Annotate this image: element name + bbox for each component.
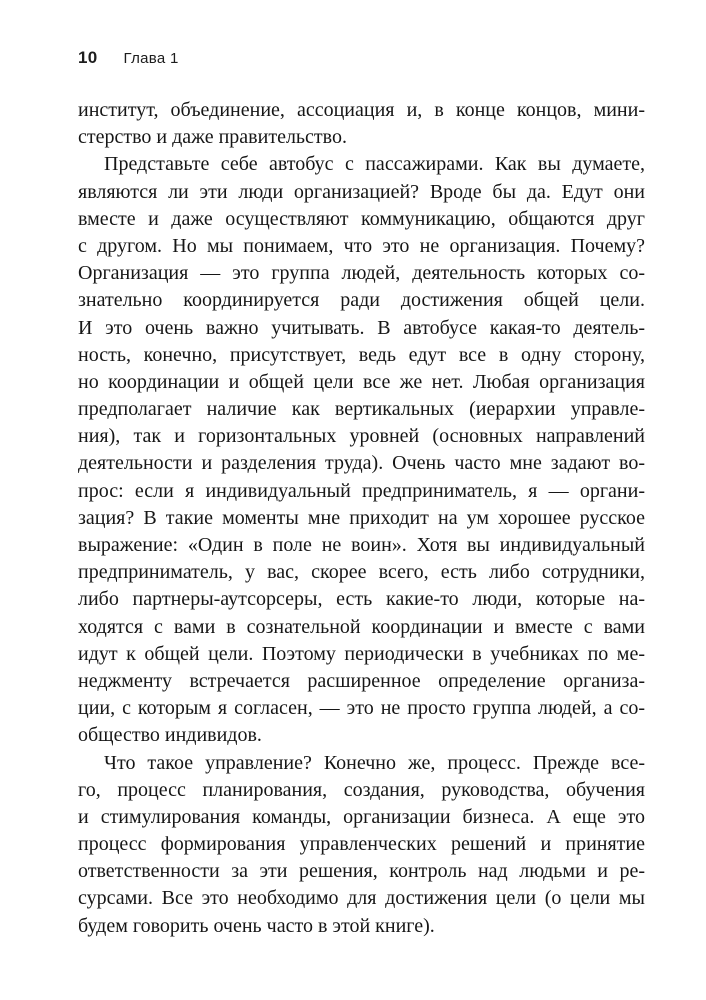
text-line-content: ходятся с вами в сознательной координации и вместе с вами	[78, 615, 645, 638]
text-line	[78, 641, 645, 668]
text-line-content: с другом. Но мы понимаем, что это не организация. Почему?	[78, 234, 645, 257]
paragraph	[78, 750, 645, 940]
text-line-content: неджменту встречается расширенное определение организа-	[78, 669, 645, 692]
text-line	[78, 396, 645, 423]
text-line-content: и стимулирования команды, организации бизнеса. А еще это	[78, 805, 645, 828]
text-line-content: либо партнеры-аутсорсеры, есть какие-то люди, которые на-	[78, 588, 645, 611]
text-line-content: выражение: «Один в поле не воин». Хотя вы индивидуальный	[78, 534, 645, 556]
text-line	[78, 559, 645, 586]
text-line-content: являются ли эти люди организацией? Вроде бы да. Едут они	[78, 180, 645, 203]
text-line	[78, 831, 645, 858]
text-line-content: стерство и даже правительство.	[78, 126, 347, 149]
text-line-content: предполагает наличие как вертикальных (иерархии управле-	[78, 398, 645, 421]
text-line-content: идут к общей цели. Поэтому периодически в учебниках по ме-	[78, 642, 645, 665]
text-line	[78, 777, 645, 804]
text-line-content: ния), так и горизонтальных уровней (основных направлений	[78, 425, 645, 448]
text-line	[78, 586, 645, 613]
chapter-title: Глава 1	[123, 50, 179, 67]
text-line	[78, 478, 645, 505]
text-line	[78, 804, 645, 831]
text-line-content: сурсами. Все это необходимо для достижения цели (о цели мы	[78, 887, 645, 910]
text-line	[78, 695, 645, 722]
text-line-content: вместе и даже осуществляют коммуникацию, общаются друг	[78, 207, 645, 230]
text-line	[78, 369, 645, 396]
text-line	[78, 315, 645, 342]
text-line	[78, 668, 645, 695]
paragraph	[78, 151, 645, 749]
text-line-content: общество индивидов.	[78, 724, 262, 747]
running-header	[78, 48, 179, 68]
text-line-content: институт, объединение, ассоциация и, в конце концов, мини-	[78, 99, 645, 121]
text-line-content: Представьте себе автобус с пассажирами. Как вы думаете,	[104, 153, 645, 176]
text-line	[78, 505, 645, 532]
text-line	[78, 722, 645, 749]
page-number: 10	[78, 48, 98, 67]
text-line-content: го, процесс планирования, создания, руководства, обучения	[78, 778, 645, 801]
text-line	[78, 423, 645, 450]
text-line-content: прос: если я индивидуальный предприниматель, я — органи-	[78, 479, 645, 502]
text-line	[78, 885, 645, 912]
text-line	[78, 97, 645, 124]
text-line	[78, 450, 645, 477]
text-line	[78, 287, 645, 314]
paragraph	[78, 97, 645, 151]
text-line-content: Что такое управление? Конечно же, процесс. Прежде все-	[104, 751, 645, 774]
text-line	[78, 858, 645, 885]
text-line	[78, 260, 645, 287]
text-line	[78, 342, 645, 369]
text-line	[78, 179, 645, 206]
text-line	[78, 614, 645, 641]
text-line-content: И это очень важно учитывать. В автобусе какая-то деятель-	[78, 316, 645, 339]
text-line-content: зация? В такие моменты мне приходит на ум хорошее русское	[78, 506, 645, 529]
text-line	[78, 750, 645, 777]
text-line-content: ность, конечно, присутствует, ведь едут все в одну сторону,	[78, 343, 645, 366]
text-line-content: процесс формирования управленческих решений и принятие	[78, 833, 645, 856]
text-line	[78, 206, 645, 233]
text-line-content: будем говорить очень часто в этой книге).	[78, 914, 435, 937]
text-line-content: ответственности за эти решения, контроль над людьми и ре-	[78, 860, 645, 883]
body-text	[78, 97, 645, 940]
text-line-content: ции, с которым я согласен, — это не просто группа людей, а со-	[78, 697, 645, 720]
text-line-content: деятельности и разделения труда). Очень часто мне задают во-	[78, 452, 645, 475]
text-line-content: Организация — это группа людей, деятельность которых со-	[78, 262, 645, 285]
text-line	[78, 151, 645, 178]
text-line	[78, 124, 645, 151]
text-line-content: но координации и общей цели все же нет. Любая организация	[78, 370, 645, 393]
text-line-content: знательно координируется ради достижения общей цели.	[78, 289, 645, 312]
text-line-content: предприниматель, у вас, скорее всего, есть либо сотрудники,	[78, 561, 645, 584]
text-line	[78, 233, 645, 260]
text-line	[78, 913, 645, 940]
text-line	[78, 532, 645, 559]
